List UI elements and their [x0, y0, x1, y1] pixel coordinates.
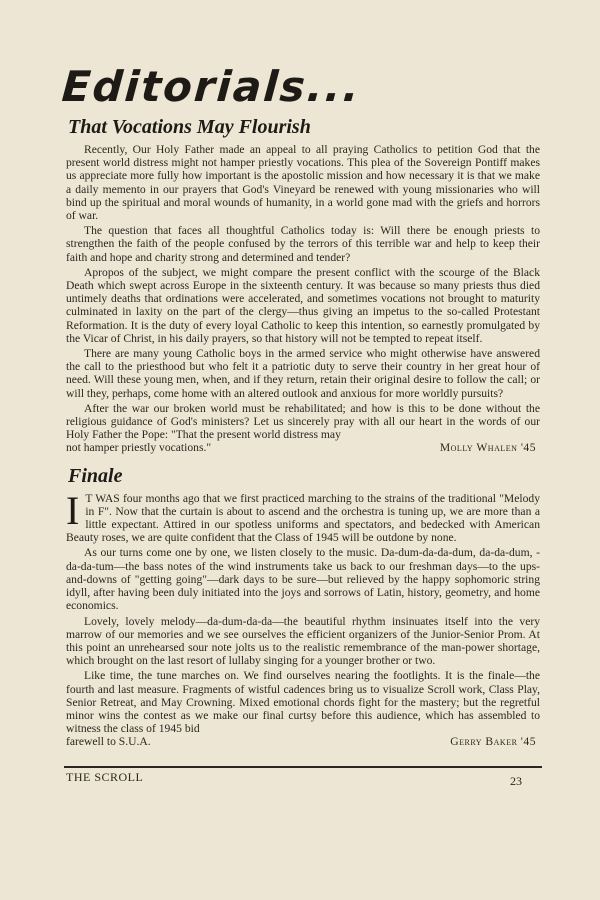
author-byline: Gerry Baker '45: [450, 735, 536, 749]
article-paragraph: Like time, the tune marches on. We find ourselves nearing the footlights. It is the finale—the fourth and last measure. Fragments of wistful cadences bring us to visualize Scroll work, Class Play, Senior Retreat, and May Crowning. Mixed emotional chords fight for the mastery; but the regretful minor wins the contest as we make our final curtsy before this audience, which has assembled to witness the class of 1945 bid: [66, 669, 540, 736]
editorial-content: [66, 116, 540, 749]
author-byline: Molly Whalen '45: [439, 441, 536, 455]
publication-name: THE SCROLL: [66, 770, 144, 784]
article-paragraph: After the war our broken world must be rehabilitated; and how is this to be done without the religious guidance of God's ministers? Let us sincerely pray with all our heart in the words of our Holy Father the Pope: "That the present world distress may: [66, 401, 540, 442]
article-paragraph: There are many young Catholic boys in the armed service who might otherwise have answered the call to the priesthood but who felt it a patriotic duty to serve their country in her great hour of need. Will these young men, when, and if they return, retain their original desire to follow the call; or will they, perhaps, come home with an altered outlook and anxious for more worldly pursuits?: [66, 347, 540, 400]
article-title: That Vocations May Flourish: [68, 116, 311, 138]
article-closing-line: [66, 735, 540, 748]
page-number: 23: [510, 774, 522, 788]
article-paragraph: Apropos of the subject, we might compare the present conflict with the scourge of the Black Death which swept across Europe in the sixteenth century. It was because so many priests thus died untimely deaths that ordinations were accelerated, and sometimes vocations not brought to maturity culminated in laxity on the part of the clergy—thus giving an impetus to the so-called Protestant Reformation. It is the duty of every loyal Catholic to keep this intention, so earnestly promulgated by the Vicar of Christ, in his daily prayers, so that history will not be tempted to repeat itself.: [66, 265, 540, 345]
closing-text: farewell to S.U.A.: [66, 735, 151, 749]
article-finale: [66, 465, 540, 749]
closing-text: not hamper priestly vocations.": [66, 441, 212, 455]
section-masthead: Editorials...: [60, 62, 363, 111]
first-paragraph-text: T WAS four months ago that we first practiced marching to the strains of the traditional "Melody in F". Now that the curtain is about to ascend and the orchestra is tuning up, we are more than a little expectant. Attired in our spotless uniforms and spectators, and bedecked with American Beauty roses, we are quite confident that the Class of 1945 will be outdone by none.: [66, 491, 540, 545]
article-paragraph: Recently, Our Holy Father made an appeal to all praying Catholics to petition God that the present world distress might not hamper priestly vocations. This plea of the Sovereign Pontiff makes us appreciate more fully how important is the apostolic mission and how necessary it is that we make a daily memento in our prayers that God's Vineyard be renewed with young missionaries who will bind up the spiritual and moral wounds of humanity, in a world gone mad with the griefs and horrors of war.: [66, 143, 540, 223]
article-paragraph: Lovely, lovely melody—da-dum-da-da—the beautiful rhythm insinuates itself into the very marrow of our memories and we see ourselves the efficient organizers of the Junior-Senior Prom. At this point an unrehearsed sour note jolts us to the realistic remembrance of the man-power shortage, which brought on the last resort of lullaby singing for a younger brother or two.: [66, 614, 540, 668]
footer-divider: [64, 766, 542, 768]
article-title: Finale: [68, 464, 123, 487]
drop-cap: I: [66, 487, 80, 533]
article-paragraph: [66, 487, 540, 545]
article-paragraph: The question that faces all thoughtful Catholics today is: Will there be enough priests to strengthen the faith of the people confused by the terrors of this terrible war and help to keep their faith and hope and charity strong and determined and tender?: [66, 224, 540, 264]
article-vocations: [66, 116, 540, 455]
article-closing-line: [66, 441, 540, 454]
article-paragraph: As our turns come one by one, we listen closely to the music. Da-dum-da-da-dum, da-da-dum, -da-da-tum—the bass notes of the wind instruments take us back to our freshman days—to the ups-and-downs of "getting going"—dark days to be sure—but relieved by the happy sophomoric string idyll, after having been duly initiated into the joys and sorrows of Latin, history, geometry, and home economics.: [66, 546, 540, 613]
